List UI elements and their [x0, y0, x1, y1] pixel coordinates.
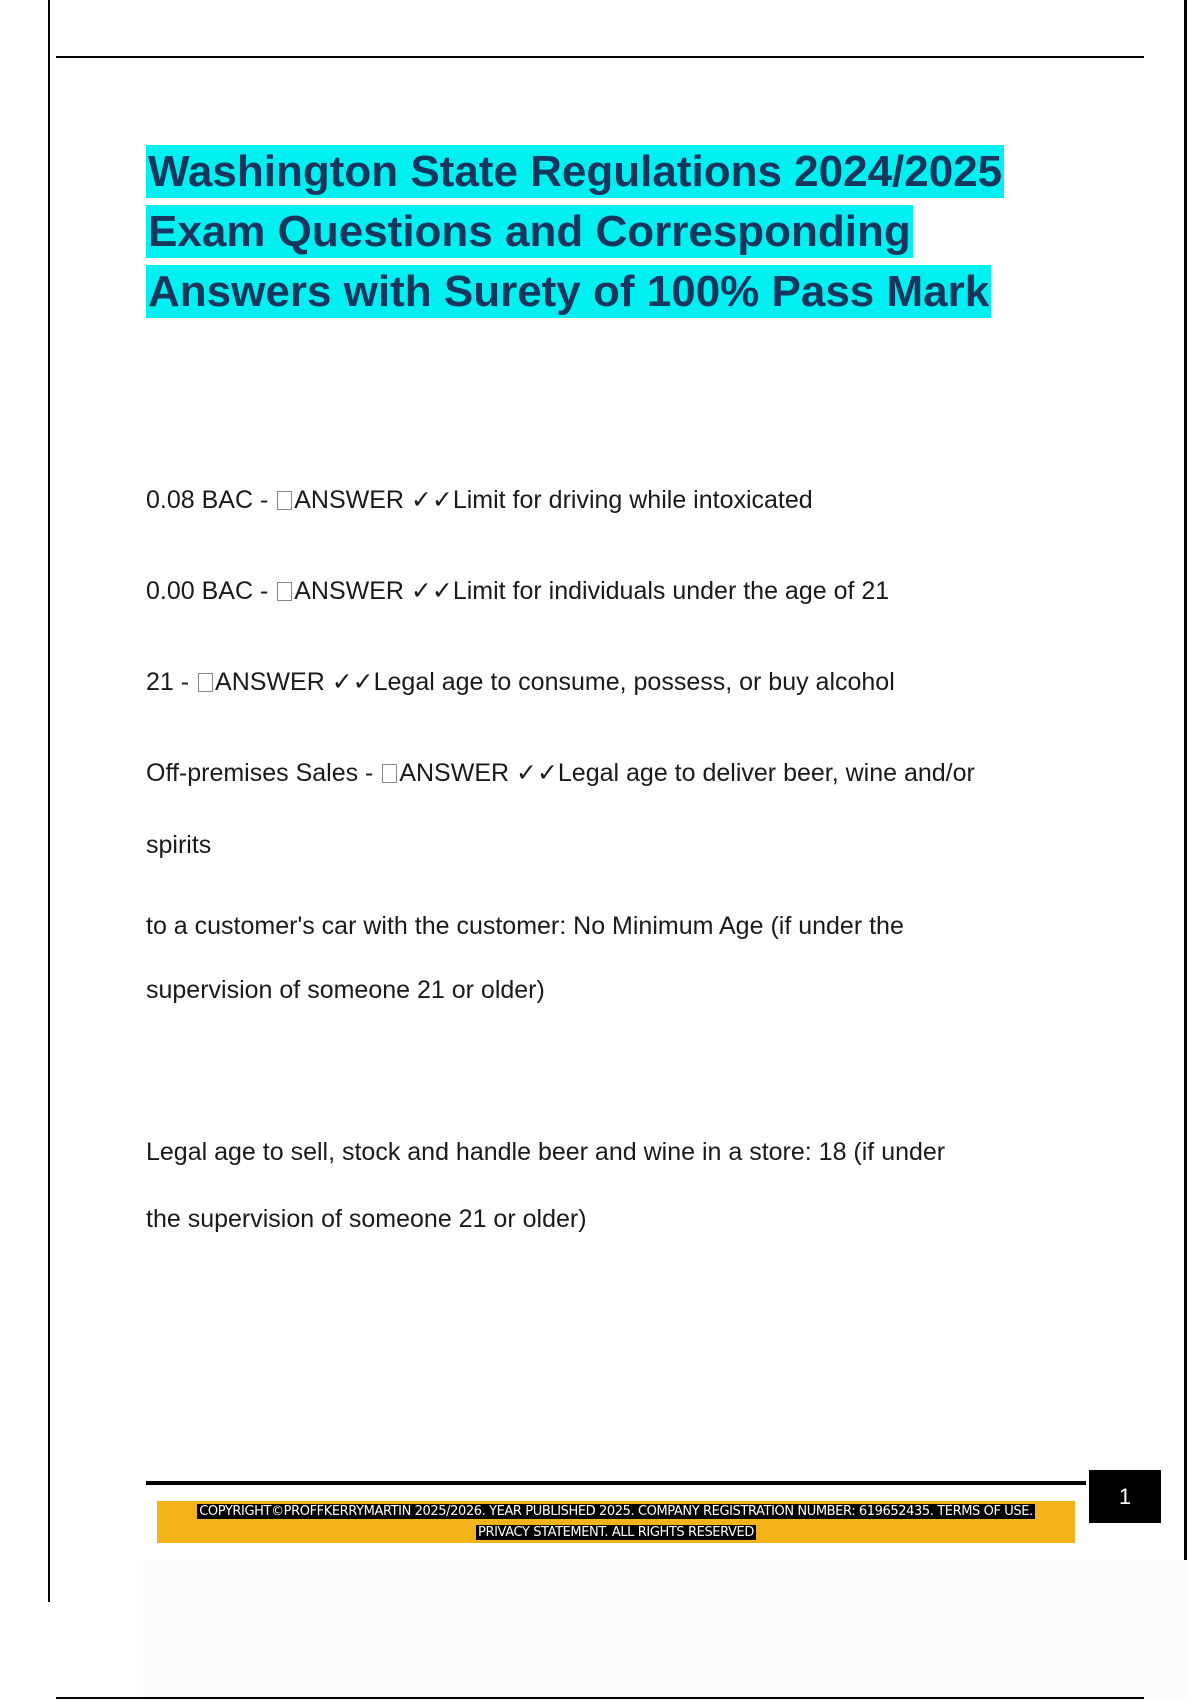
footer-rule	[146, 1481, 1086, 1485]
continuation-line-1: to a customer's car with the customer: No Minimum Age (if under the	[146, 912, 904, 940]
extra-answer-line-2: the supervision of someone 21 or older)	[146, 1205, 587, 1233]
qa-item-3	[146, 664, 1096, 700]
page-right-border	[1184, 0, 1187, 1602]
bottom-rule	[56, 1697, 1144, 1699]
qa-marker: ANSWER ✓✓	[294, 577, 453, 605]
qa-answer: Limit for driving while intoxicated	[452, 486, 813, 514]
continuation-line-2: supervision of someone 21 or older)	[146, 976, 545, 1004]
qa-marker: ANSWER ✓✓	[399, 759, 558, 787]
qa-item-4	[146, 755, 1096, 791]
header-rule	[56, 56, 1144, 58]
document-title	[146, 142, 1146, 322]
qa-item-2	[146, 573, 1096, 609]
qa-term: Off-premises Sales -	[146, 759, 381, 787]
title-line-3: Answers with Surety of 100% Pass Mark	[148, 267, 990, 316]
title-line-1: Washington State Regulations 2024/2025	[148, 147, 1003, 196]
qa-marker: ANSWER ✓✓	[215, 668, 374, 696]
missing-glyph-box-icon	[277, 582, 292, 601]
page-number	[1089, 1470, 1161, 1523]
page-number-label: 1	[1118, 1483, 1132, 1509]
qa-term: 21 -	[146, 668, 197, 696]
extra-answer-line-1: Legal age to sell, stock and handle beer and wine in a store: 18 (if under	[146, 1138, 946, 1166]
copyright-banner	[157, 1501, 1075, 1543]
qa-answer: Legal age to deliver beer, wine and/or	[557, 759, 975, 787]
qa-answer: Limit for individuals under the age of 21	[452, 577, 890, 605]
copyright-line-2: PRIVACY STATEMENT. ALL RIGHTS RESERVED	[478, 1525, 754, 1540]
missing-glyph-box-icon	[198, 673, 213, 692]
page-left-border	[48, 0, 50, 1602]
next-page-area	[143, 1560, 1188, 1700]
qa-marker: ANSWER ✓✓	[294, 486, 453, 514]
qa-term: 0.08 BAC -	[146, 486, 276, 514]
qa-item-1	[146, 482, 1096, 518]
missing-glyph-box-icon	[382, 764, 397, 783]
title-line-2: Exam Questions and Corresponding	[148, 207, 911, 256]
qa-item-4-continued: spirits	[146, 831, 212, 859]
missing-glyph-box-icon	[277, 491, 292, 510]
qa-answer: Legal age to consume, possess, or buy alcohol	[373, 668, 895, 696]
copyright-line-1: COPYRIGHT©PROFFKERRYMARTIN 2025/2026. YEAR PUBLISHED 2025. COMPANY REGISTRATION NUMBER: 619652435. TERMS OF USE.	[199, 1504, 1033, 1519]
qa-term: 0.00 BAC -	[146, 577, 276, 605]
